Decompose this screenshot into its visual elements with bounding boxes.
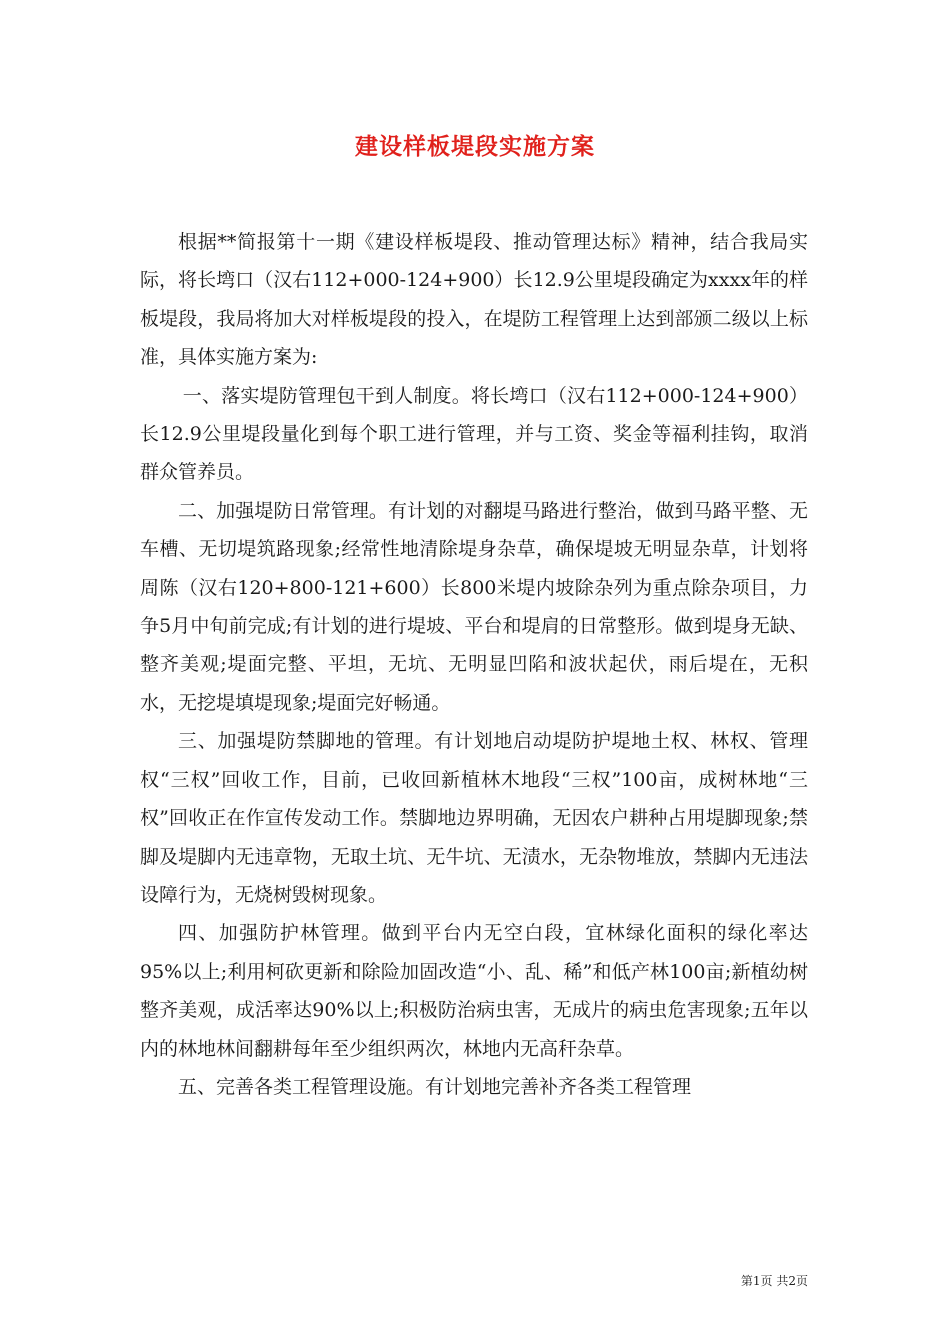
- paragraph-section-3: 三、加强堤防禁脚地的管理。有计划地启动堤防护堤地土权、林权、管理权“三权”回收工作，目前，已收回新植林木地段“三权”100亩，成树林地“三权”回收正在作宣传发动工作。禁脚地边界明确，无因农户耕种占用堤脚现象;禁脚及堤脚内无违章物，无取土坑、无牛坑、无渍水，无杂物堆放，禁脚内无违法设障行为，无烧树毁树现象。: [140, 730, 808, 906]
- document-body: [140, 223, 808, 1106]
- paragraph-intro: 根据**简报第十一期《建设样板堤段、推动管理达标》精神，结合我局实际，将长塆口（汉右112+000-124+900）长12.9公里堤段确定为xxxx年的样板堤段，我局将加大对样板堤段的投入，在堤防工程管理上达到部颁二级以上标准，具体实施方案为:: [140, 231, 808, 369]
- paragraph-section-1: 一、落实堤防管理包干到人制度。将长塆口（汉右112+000-124+900）长12.9公里堤段量化到每个职工进行管理，并与工资、奖金等福利挂钩，取消群众管养员。: [140, 384, 808, 484]
- paragraph-section-2: 二、加强堤防日常管理。有计划的对翻堤马路进行整治，做到马路平整、无车槽、无切堤筑路现象;经常性地清除堤身杂草，确保堤坡无明显杂草，计划将周陈（汉右120+800-121+600）长800米堤内坡除杂列为重点除杂项目，力争5月中旬前完成;有计划的进行堤坡、平台和堤肩的日常整形。做到堤身无缺、整齐美观;堤面完整、平坦，无坑、无明显凹陷和波状起伏，雨后堤在，无积水，无挖堤填堤现象;堤面完好畅通。: [140, 499, 808, 714]
- page-number-footer: 第1页 共2页: [740, 1274, 808, 1288]
- document-title: 建设样板堤段实施方案: [355, 133, 595, 160]
- paragraph-section-5: 五、完善各类工程管理设施。有计划地完善补齐各类工程管理: [178, 1075, 692, 1098]
- paragraph-section-4: 四、加强防护林管理。做到平台内无空白段，宜林绿化面积的绿化率达95%以上;利用柯砍更新和除险加固改造“小、乱、稀”和低产林100亩;新植幼树整齐美观，成活率达90%以上;积极防治病虫害，无成片的病虫危害现象;五年以内的林地林间翻耕每年至少组织两次，林地内无高秆杂草。: [140, 922, 808, 1060]
